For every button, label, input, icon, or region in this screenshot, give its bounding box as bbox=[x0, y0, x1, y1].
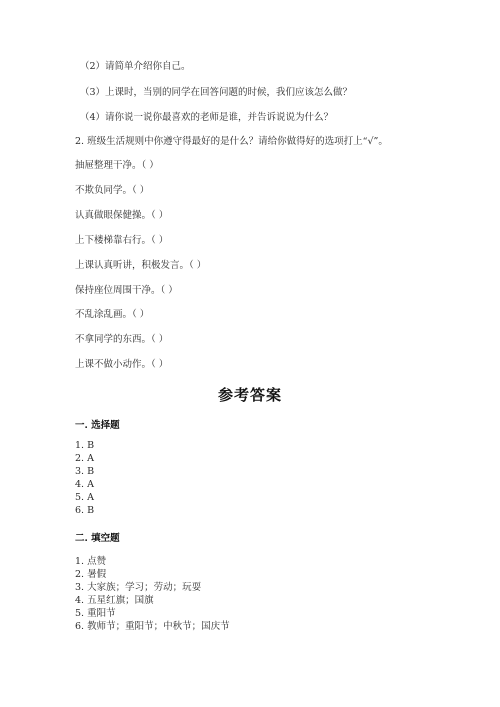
rule-item: 上课认真听讲，积极发言。（ ） bbox=[75, 260, 207, 271]
question-2: （2）请简单介绍你自己。 bbox=[80, 61, 191, 72]
section-2-prompt: 2. 班级生活规则中你遵守得最好的是什么？请给你做得好的选项打上“√”。 bbox=[75, 136, 388, 147]
question-4: （4）请你说一说你最喜欢的老师是谁，并告诉说说为什么？ bbox=[80, 112, 334, 123]
answers-title: 参考答案 bbox=[217, 386, 282, 404]
answer-item: 3. B bbox=[75, 466, 95, 477]
rule-item: 上下楼梯靠右行。（ ） bbox=[75, 235, 169, 246]
answer-item: 4. A bbox=[75, 479, 94, 490]
rule-item: 认真做眼保健操。（ ） bbox=[75, 210, 169, 221]
section-2-heading: 二. 填空题 bbox=[75, 533, 120, 544]
rule-item: 不乱涂乱画。（ ） bbox=[75, 309, 150, 320]
answer-item: 5. A bbox=[75, 492, 94, 503]
answer-item: 3. 大家族；学习；劳动；玩耍 bbox=[75, 582, 202, 593]
answer-item: 2. 暑假 bbox=[75, 569, 107, 580]
answer-item: 1. 点赞 bbox=[75, 556, 107, 567]
answer-item: 5. 重阳节 bbox=[75, 608, 116, 619]
answer-item: 6. 教师节；重阳节；中秋节；国庆节 bbox=[75, 621, 230, 632]
answer-item: 4. 五星红旗；国旗 bbox=[75, 595, 154, 606]
rule-item: 不欺负同学。（ ） bbox=[75, 185, 150, 196]
answer-item: 2. A bbox=[75, 453, 94, 464]
rule-item: 保持座位周围干净。（ ） bbox=[75, 285, 178, 296]
answer-item: 6. B bbox=[75, 505, 95, 516]
answer-item: 1. B bbox=[75, 440, 95, 451]
section-1-heading: 一. 选择题 bbox=[75, 420, 120, 431]
rule-item: 上课不做小动作。（ ） bbox=[75, 359, 169, 370]
rule-item: 不拿同学的东西。（ ） bbox=[75, 334, 169, 345]
question-3: （3）上课时，当别的同学在回答问题的时候，我们应该怎么做？ bbox=[80, 87, 353, 98]
rule-item: 抽屉整理干净。（ ） bbox=[75, 160, 159, 171]
